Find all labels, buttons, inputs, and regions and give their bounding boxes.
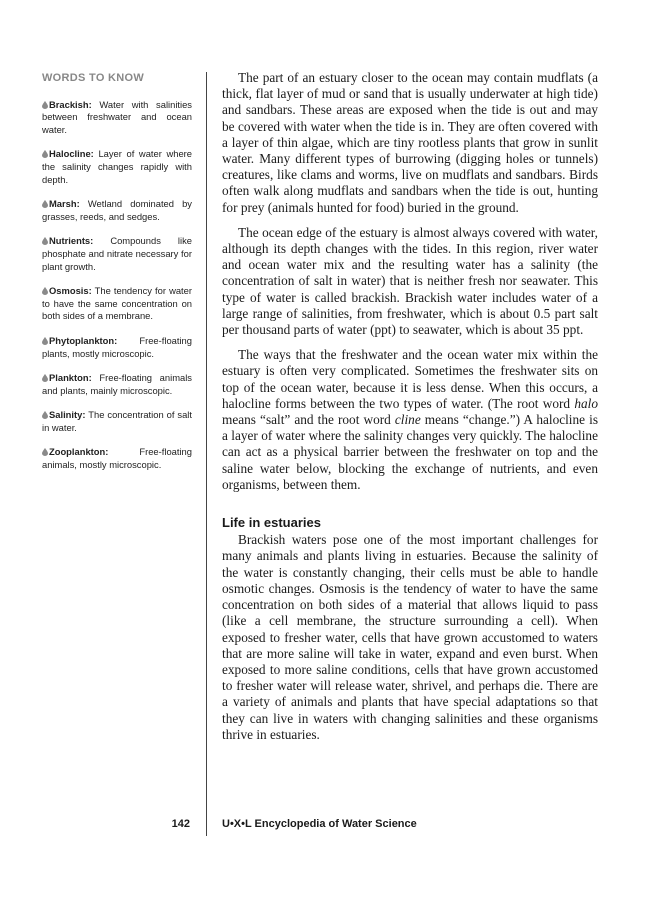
term-word: Zooplankton: xyxy=(49,446,109,458)
term-definition: Water with salinities between freshwater and ocean water. xyxy=(42,98,192,135)
term-list xyxy=(42,99,192,472)
term-definition: Layer of water where the salinity changes rapidly with depth. xyxy=(42,148,193,185)
term-entry xyxy=(42,99,192,137)
term-definition: Compounds like phosphate and nitrate necessary for plant growth. xyxy=(42,235,192,272)
water-drop-icon xyxy=(42,411,48,419)
text-run: means “salt” and the root word xyxy=(222,412,395,428)
water-drop-icon xyxy=(42,337,48,345)
term-entry xyxy=(42,285,192,323)
words-to-know-sidebar xyxy=(42,72,192,484)
water-drop-icon xyxy=(42,200,48,208)
term-word: Salinity: xyxy=(49,409,86,421)
water-drop-icon xyxy=(42,448,48,456)
text-run: means “change.”) A halocline is a layer of water where the salinity changes very quickly. The halocline can act as a physical barrier between the freshwater on top and the saline water below, blocking the exchange of nutrients, and even organisms, between them. xyxy=(222,412,598,492)
italic-term-halo: halo xyxy=(574,395,598,411)
term-entry xyxy=(42,235,192,273)
term-word: Osmosis: xyxy=(49,285,92,297)
footer-divider xyxy=(206,812,207,836)
water-drop-icon xyxy=(42,101,48,109)
term-entry xyxy=(42,409,192,434)
italic-term-cline: cline xyxy=(394,412,421,428)
term-definition: Free-floating animals, mostly microscopic. xyxy=(42,446,192,471)
paragraph-mudflats: The part of an estuary closer to the ocean may contain mudflats (a thick, flat layer of mud or sand that is usually underwater at high tide) and sandbars. These areas are exposed when the tide is out and may be covered with water when the tide is in. They are often covered with a layer of thin algae, which are tiny rootless plants that grow in sunlit water. Many different types of burrowing (digging holes or tunnels) creatures, like clams and worms, live on mudflats and sandbars. Birds often walk along mudflats and sandbars when the tide is out, hunting for prey (animals hunted for food) buried in the ground. xyxy=(222,70,598,215)
water-drop-icon xyxy=(42,287,48,295)
sidebar-title: WORDS TO KNOW xyxy=(42,72,145,84)
term-entry xyxy=(42,198,192,223)
book-title: U•X•L Encyclopedia of Water Science xyxy=(222,818,417,830)
paragraph-life-in-estuaries: Brackish waters pose one of the most important challenges for many animals and plants living in estuaries. Because the salinity of the water is constantly changing, their cells must be able to handle osmotic changes. Osmosis is the tendency of water to have the same concentration on both sides of a material that allows liquid to pass (like a cell membrane, the structure surrounding a cell). When exposed to fresher water, cells that have grown accustomed to waters that are more saline will take in water, expand and even burst. When exposed to more saline conditions, cells that have grown accustomed to fresher water will release water, shrivel, and perhaps die. There are a variety of animals and plants that have special adaptations so that they can live in waters with changing salinities and these organisms thrive in estuaries. xyxy=(222,532,598,742)
column-divider xyxy=(206,72,207,832)
text-run: The ways that the freshwater and the ocean water mix within the estuary is often very complicated. Sometimes the freshwater sits on top of the ocean water, because it is less dense. When this occurs, a halocline forms between the two types of water. (The root word xyxy=(222,347,598,411)
section-heading: Life in estuaries xyxy=(222,515,321,531)
water-drop-icon xyxy=(42,237,48,245)
paragraph-brackish: The ocean edge of the estuary is almost always covered with water, although its depth changes with the tides. In this region, river water and ocean water mix and the resulting water has a salinity (the concentration of salt in water) that is neither fresh nor seawater. This type of water is called brackish. Brackish water includes water of a large range of salinities, from freshwater, which is about 0.5 part salt per thousand parts of water (ppt) to seawater, which is about 35 ppt. xyxy=(222,224,598,338)
term-word: Phytoplankton: xyxy=(49,334,118,346)
term-word: Halocline: xyxy=(49,148,94,160)
paragraph-halocline xyxy=(222,347,598,493)
term-word: Brackish: xyxy=(49,98,92,110)
term-word: Marsh: xyxy=(49,198,80,210)
term-entry xyxy=(42,335,192,360)
term-definition: Free-floating animals and plants, mainly microscopic. xyxy=(42,372,192,396)
term-entry xyxy=(42,372,192,397)
term-word: Plankton: xyxy=(49,372,92,384)
term-definition: The concentration of salt in water. xyxy=(42,409,192,433)
water-drop-icon xyxy=(42,150,48,158)
term-word: Nutrients: xyxy=(49,235,94,247)
term-definition: Free-floating plants, mostly microscopic. xyxy=(42,334,192,359)
water-drop-icon xyxy=(42,374,48,382)
page-number: 142 xyxy=(171,818,190,830)
term-definition: Wetland dominated by grasses, reeds, and sedges. xyxy=(42,198,192,222)
term-entry xyxy=(42,446,192,471)
term-entry xyxy=(42,148,192,186)
main-text xyxy=(222,70,598,752)
term-definition: The tendency for water to have the same concentration on both sides of a membrane. xyxy=(42,285,192,322)
